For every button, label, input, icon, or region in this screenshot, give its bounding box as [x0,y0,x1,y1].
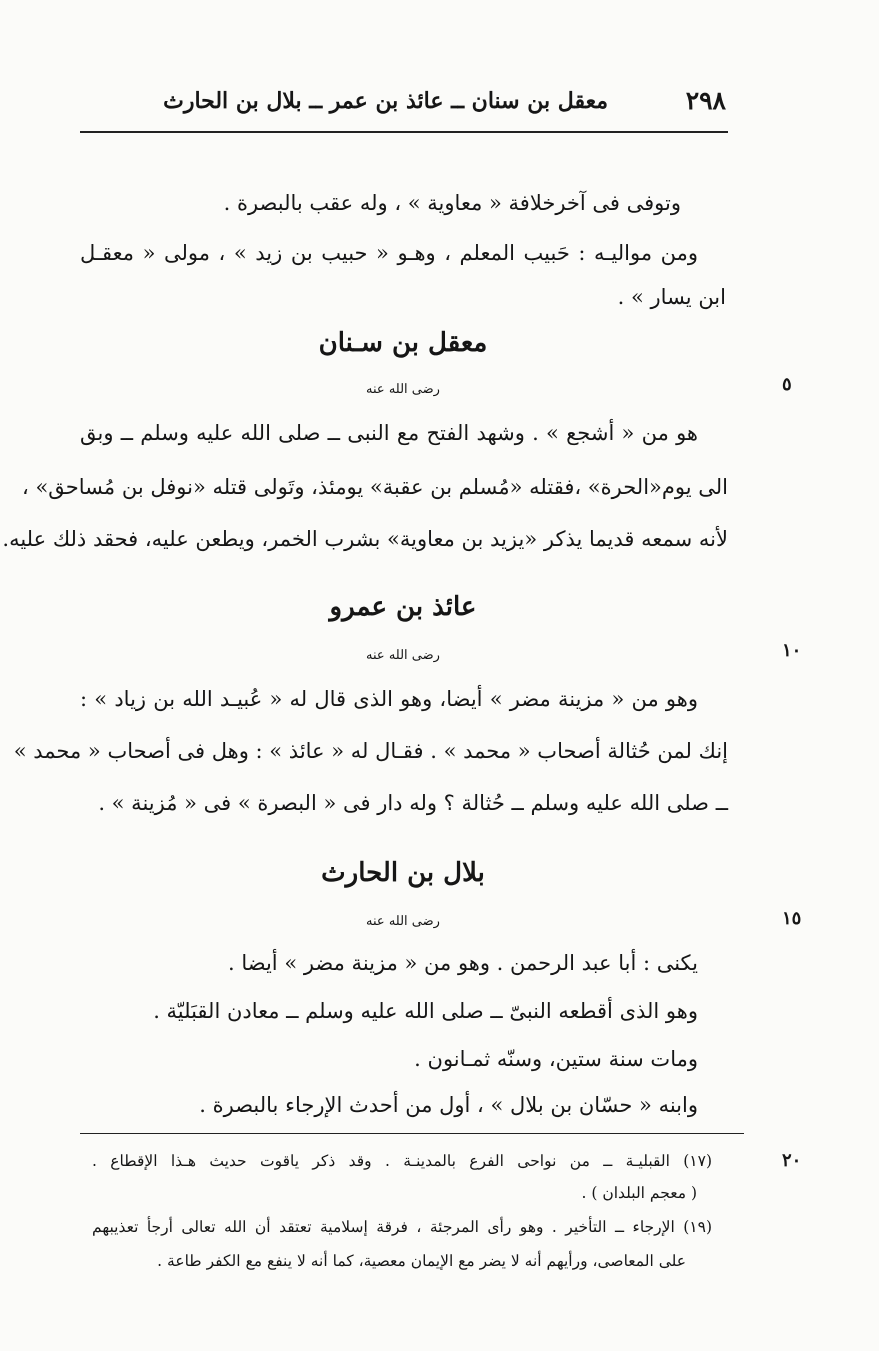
running-title: معقل بن سنان ــ عائذ بن عمر ــ بلال بن الحارث [163,88,608,114]
intro-line: ومن مواليـه : حَبيب المعلم ، وهـو « حبيب بن زيد » ، مولى « معقـل [80,241,698,265]
margin-line-number: ٢٠ [782,1150,802,1171]
blessing-text: رضى الله عنه [366,382,440,397]
page-header [80,86,726,126]
intro-line: ابن يسار » . [617,285,726,309]
margin-line-number: ١٠ [782,640,802,661]
paragraph-line: ــ صلى الله عليه وسلم ــ حُثالة ؟ وله دار فى « البصرة » فى « مُزينة » . [98,791,728,815]
margin-line-number: ٥ [782,374,792,395]
paragraph-line: وابنه « حسّان بن بلال » ، أول من أحدث الإرجاء بالبصرة . [199,1093,698,1117]
footnote-line: على المعاصى، ورأيهم أنه لا يضر مع الإيمان معصية، كما أنه لا ينفع مع الكفر طاعة . [157,1252,686,1270]
footnote-line: (١٧) القبليـة ــ من نواحى الفرع بالمدينـة . وقد ذكر ياقوت حديث هـذا الإقطاع . [92,1152,712,1170]
section-heading: عائذ بن عمرو [329,592,477,622]
paragraph-line: وهو من « مزينة مضر » أيضا، وهو الذى قال له « عُبيـد الله بن زياد » : [80,687,698,711]
footnote-line: ( معجم البلدان ) . [581,1184,697,1202]
paragraph-line: الى يوم«الحرة» ،فقتله «مُسلم بن عقبة» يومئذ، وتَولى قتله «نوفل بن مُساحق» ، [21,475,728,499]
footnote-rule [80,1133,744,1134]
page-number: ٢٩٨ [685,86,726,115]
paragraph-line: لأنه سمعه قديما يذكر «يزيد بن معاوية» بشرب الخمر، ويطعن عليه، فحقد ذلك عليه. [2,527,728,551]
paragraph-line: إنك لمن حُثالة أصحاب « محمد » . فقـال له « عائذ » : وهل فى أصحاب « محمد » [13,739,728,763]
header-rule [80,131,728,133]
footnote-line: (١٩) الإرجاء ــ التأخير . وهو رأى المرجئة ، فرقة إسلامية تعتقد أن الله تعالى أرجأ تعذيبهم [92,1218,712,1236]
paragraph-line: هو من « أشجع » . وشهد الفتح مع النبى ــ صلى الله عليه وسلم ــ وبق [80,421,698,445]
margin-line-number: ١٥ [782,908,802,929]
blessing-text: رضى الله عنه [366,914,440,929]
paragraph-line: يكنى : أبا عبد الرحمن . وهو من « مزينة مضر » أيضا . [228,951,698,975]
paragraph-line: ومات سنة ستين، وسنّه ثمـانون . [414,1047,698,1071]
section-heading: معقل بن سـنان [318,328,488,358]
intro-line: وتوفى فى آخرخلافة « معاوية » ، وله عقب بالبصرة . [223,191,681,215]
paragraph-line: وهو الذى أقطعه النبىّ ــ صلى الله عليه وسلم ــ معادن القبَليّة . [153,999,698,1023]
section-heading: بلال بن الحارث [321,858,485,888]
blessing-text: رضى الله عنه [366,648,440,663]
